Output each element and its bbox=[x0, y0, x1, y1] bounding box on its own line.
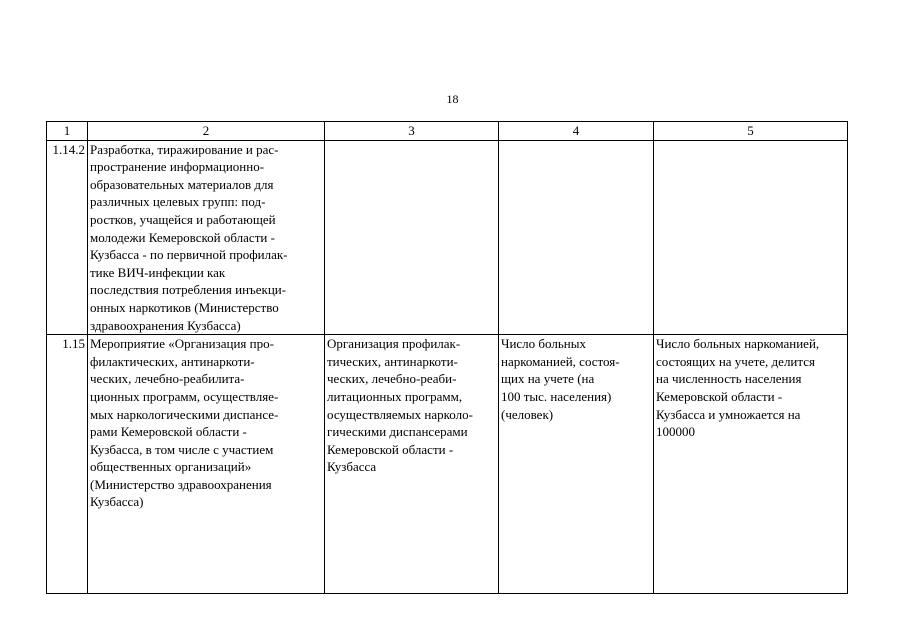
header-col-4: 4 bbox=[499, 122, 654, 141]
method-text: Число больных наркоманией, состоящих на учете, делится на численность населения Кемеровской области - Кузбасса и умножается на 100000 bbox=[656, 336, 820, 440]
row-number: 1.15 bbox=[47, 335, 88, 594]
row-number: 1.14.2 bbox=[47, 140, 88, 335]
indicator-cell bbox=[499, 140, 654, 335]
program-text: Организация профилак- тических, антинаркоти- ческих, лечебно-реаби- литационных программ, осуществляемых нарколо- гическими диспансерами Кемеровской области - Кузбасса bbox=[327, 336, 473, 475]
table-row bbox=[47, 140, 848, 335]
header-col-1: 1 bbox=[47, 122, 88, 141]
method-cell bbox=[654, 140, 848, 335]
header-col-2: 2 bbox=[88, 122, 325, 141]
activity-description: Разработка, тиражирование и рас- пространение информационно- образовательных материалов для различных целевых групп: под- ростков, учащейся и работающей молодежи Кемеровской области - Кузбасса - по первичной профилак- тике ВИЧ-инфекции как последствия потребления инъекци- онных наркотиков (Министерство здравоохранения Кузбасса) bbox=[90, 141, 288, 333]
indicator-text: Число больных наркоманией, состоя- щих на учете (на 100 тыс. населения) (человек) bbox=[501, 336, 620, 422]
table-row bbox=[47, 335, 848, 594]
page-number: 18 bbox=[446, 92, 459, 106]
table-header-row bbox=[47, 122, 848, 141]
method-cell bbox=[654, 335, 848, 594]
activity-description-cell bbox=[88, 335, 325, 594]
program-cell bbox=[325, 335, 499, 594]
header-col-5: 5 bbox=[654, 122, 848, 141]
header-col-3: 3 bbox=[325, 122, 499, 141]
program-cell bbox=[325, 140, 499, 335]
activity-description-cell bbox=[88, 140, 325, 335]
document-table bbox=[46, 121, 848, 594]
indicator-cell bbox=[499, 335, 654, 594]
activity-description: Мероприятие «Организация про- филактических, антинаркоти- ческих, лечебно-реабилита- ционных программ, осуществляе- мых наркологическими диспансе- рами Кемеровской области - Кузбасса, в том числе с участием общественных организаций» (Министерство здравоохранения Кузбасса) bbox=[90, 336, 279, 510]
